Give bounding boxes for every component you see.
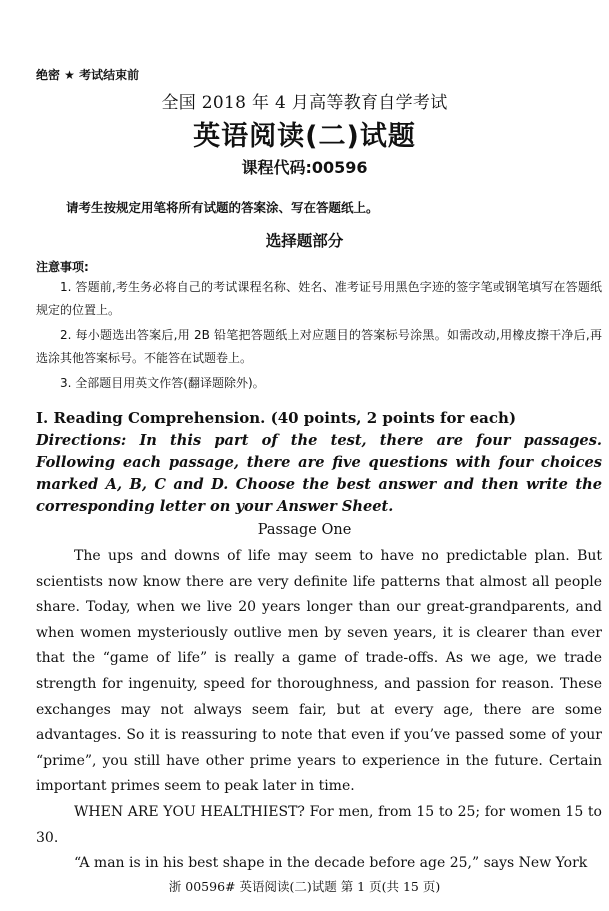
part-heading: I. Reading Comprehension. (40 points, 2 points for each) — [36, 409, 517, 427]
passage-body — [36, 544, 602, 877]
note-item: 3. 全部题目用英文作答(翻译题除外)。 — [60, 376, 265, 390]
exam-session-line: 全国 2018 年 4 月高等教育自学考试 — [161, 93, 448, 113]
passage-paragraph: WHEN ARE YOU HEALTHIEST? For men, from 15 to 25; for women 15 to 30. — [36, 803, 602, 846]
confidential-label: 绝密 ★ 考试结束前 — [36, 68, 140, 82]
page-footer: 浙 00596# 英语阅读(二)试题 第 1 页(共 15 页) — [168, 879, 441, 894]
passage-paragraph: “A man is in his best shape in the decade before age 25,” says New York — [74, 855, 588, 872]
course-code: 课程代码:00596 — [241, 158, 368, 177]
answer-instruction: 请考生按规定用笔将所有试题的答案涂、写在答题纸上。 — [66, 200, 379, 215]
notes-heading: 注意事项: — [36, 260, 89, 274]
section-heading: 选择题部分 — [265, 232, 344, 250]
directions-text: Directions: In this part of the test, there are four passages. Following each passage, there are five questions with four choices marked A, B, C and D. Choose the best answer and then write the corresponding letter on your Answer Sheet. — [36, 432, 602, 515]
note-item: 1. 答题前,考生务必将自己的考试课程名称、姓名、准考证号用黑色字迹的签字笔或钢笔填写在答题纸规定的位置上。 — [36, 280, 602, 317]
note-item: 2. 每小题选出答案后,用 2B 铅笔把答题纸上对应题目的答案标号涂黑。如需改动,用橡皮擦干净后,再选涂其他答案标号。不能答在试题卷上。 — [36, 328, 602, 365]
passage-title: Passage One — [257, 522, 352, 538]
notes-list — [36, 276, 602, 398]
passage-paragraph: The ups and downs of life may seem to have no predictable plan. But scientists now know there are very definite life patterns that almost all people share. Today, when we live 20 years longer than our great-grandparents, and when women mysteriously outlive men by seven years, it is clearer than ever that the “game of life” is really a game of trade-offs. As we age, we trade strength for ingenuity, speed for thoroughness, and passion for reason. These exchanges may not always seem fair, but at every age, there are some advantages. So it is reassuring to note that even if you’ve passed some of your “prime”, you still have other prime years to experience in the future. Certain important primes seem to peak later in time. — [36, 548, 602, 795]
exam-title: 英语阅读(二)试题 — [193, 121, 416, 152]
